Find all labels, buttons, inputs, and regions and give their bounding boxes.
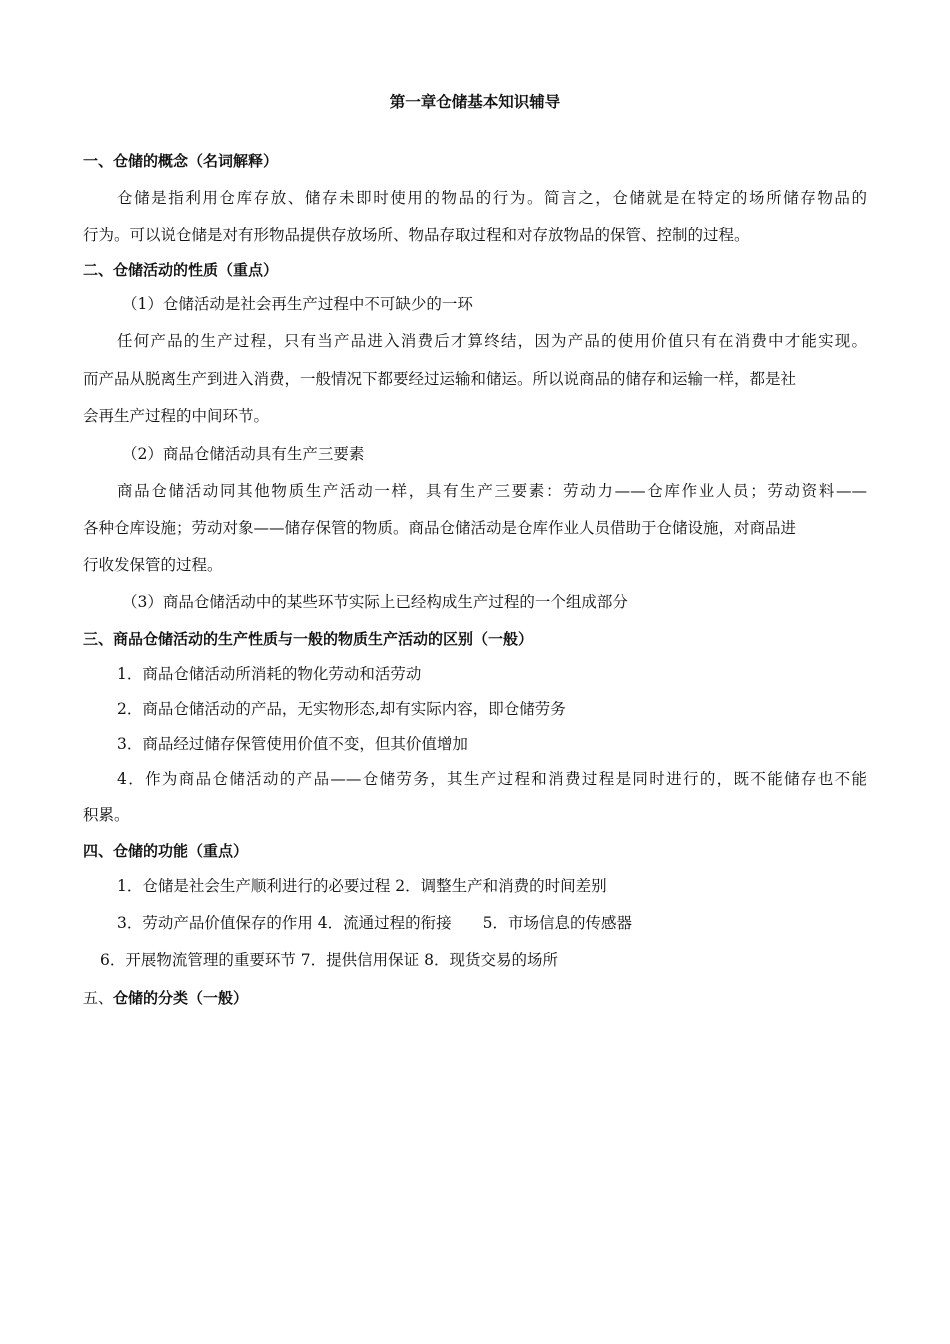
- s2-paragraph-1-line-2: 而产品从脱离生产到进入消费，一般情况下都要经过运输和储运。所以说商品的储存和运输一样，都是社: [83, 370, 797, 388]
- section-5-heading: [83, 987, 248, 1008]
- s4-functions-line-2: 3．劳动产品价值保存的作用 4．流通过程的衔接 5．市场信息的传感器: [117, 914, 633, 932]
- page-title: 第一章仓储基本知识辅导: [389, 93, 561, 111]
- section-1-heading: 一、仓储的概念（名词解释）: [83, 152, 279, 170]
- s2-paragraph-2-line-3: 行收发保管的过程。: [83, 556, 223, 574]
- s1-paragraph-line-1: 仓储是指利用仓库存放、储存未即时使用的物品的行为。简言之，仓储就是在特定的场所储存物品的: [117, 189, 867, 207]
- section-5-heading-text: 仓储的分类（一般）: [113, 989, 249, 1007]
- s2-subheading-2: （2）商品仓储活动具有生产三要素: [122, 445, 365, 463]
- s2-paragraph-1-line-3: 会再生产过程的中间环节。: [83, 407, 270, 425]
- section-4-heading: 四、仓储的功能（重点）: [83, 842, 249, 860]
- section-3-heading: 三、商品仓储活动的生产性质与一般的物质生产活动的区别（一般）: [83, 630, 534, 648]
- s4-functions-line-1: 1．仓储是社会生产顺利进行的必要过程 2．调整生产和消费的时间差别: [117, 877, 607, 895]
- s2-subheading-1: （1）仓储活动是社会再生产过程中不可缺少的一环: [122, 295, 473, 313]
- s3-item-1: 1．商品仓储活动所消耗的物化劳动和活劳动: [117, 665, 422, 683]
- s2-paragraph-2-line-2: 各种仓库设施；劳动对象——储存保管的物质。商品仓储活动是仓库作业人员借助于仓储设施，对商品进: [83, 519, 797, 537]
- section-5-heading-prefix: 五、: [83, 989, 114, 1007]
- s2-subheading-3: （3）商品仓储活动中的某些环节实际上已经构成生产过程的一个组成部分: [122, 593, 628, 611]
- s3-item-4-line-2: 积累。: [83, 806, 130, 824]
- s2-paragraph-1-line-1: 任何产品的生产过程，只有当产品进入消费后才算终结，因为产品的使用价值只有在消费中才能实现。: [117, 332, 867, 350]
- s1-paragraph-line-2: 行为。可以说仓储是对有形物品提供存放场所、物品存取过程和对存放物品的保管、控制的过程。: [83, 226, 750, 244]
- s3-item-3: 3．商品经过储存保管使用价值不变，但其价值增加: [117, 735, 468, 753]
- section-2-heading: 二、仓储活动的性质（重点）: [83, 261, 279, 279]
- s3-item-2: 2．商品仓储活动的产品，无实物形态,却有实际内容，即仓储劳务: [117, 700, 566, 718]
- s2-paragraph-2-line-1: 商品仓储活动同其他物质生产活动一样，具有生产三要素：劳动力——仓库作业人员；劳动资料——: [117, 482, 867, 500]
- s3-item-4-line-1: 4．作为商品仓储活动的产品——仓储劳务，其生产过程和消费过程是同时进行的，既不能储存也不能: [117, 770, 867, 788]
- s4-functions-line-3: 6．开展物流管理的重要环节 7．提供信用保证 8．现货交易的场所: [100, 951, 558, 969]
